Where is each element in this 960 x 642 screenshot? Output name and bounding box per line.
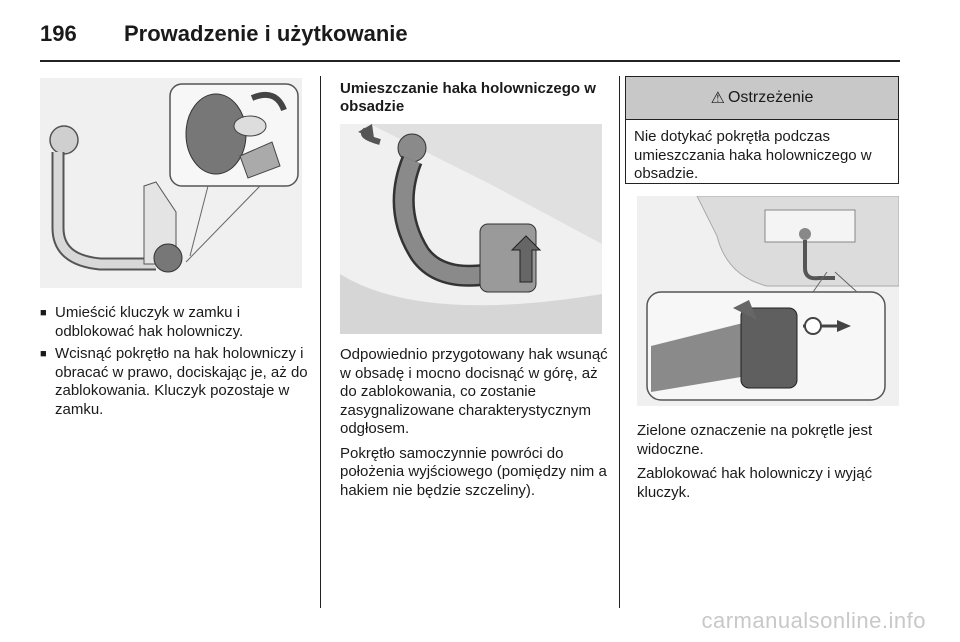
figure-green-mark (637, 196, 899, 406)
warning-text: Nie dotykać pokrętła podczas umieszczania haka holowniczego w obsadzie. (634, 128, 872, 182)
figure-hook-unlock (40, 78, 302, 288)
page-number: 196 (40, 21, 77, 46)
header-rule (40, 60, 900, 62)
paragraph: Pokrętło samoczynnie powróci do położenia wyjściowego (pomiędzy nim a hakiem nie będzie szczeliny). (340, 444, 607, 499)
warning-header (626, 77, 898, 120)
bullet-square-icon: ■ (40, 348, 47, 360)
list-item: ■ Umieścić kluczyk w zamku i odblokować hak holowniczy. (40, 304, 244, 340)
column1-text (40, 304, 312, 423)
paragraph: Odpowiednio przygotowany hak wsunąć w obsadę i mocno docisnąć w górę, aż do zablokowania, co zostanie zasygnalizowane charakterystycznym odgłosem. (340, 346, 608, 437)
tow-hook-insert-illustration (340, 124, 602, 334)
page-header (40, 14, 408, 54)
paragraph: Zielone oznaczenie na pokrętle jest widoczne. (637, 422, 873, 458)
column-divider-1 (320, 76, 321, 608)
bullet-square-icon: ■ (40, 307, 47, 319)
tow-hook-green-mark-illustration (637, 196, 899, 406)
chapter-title: Prowadzenie i użytkowanie (124, 21, 408, 46)
column-divider-2 (619, 76, 620, 608)
warning-title: Ostrzeżenie (727, 89, 814, 106)
figure-hook-insert (340, 124, 602, 334)
column2-text (340, 346, 610, 506)
tow-hook-key-unlock-illustration (40, 78, 302, 288)
paragraph: Zablokować hak holowniczy i wyjąć kluczyk. (637, 465, 873, 501)
warning-box (625, 76, 899, 184)
column3-text (637, 422, 907, 508)
warning-icon: ⚠ (710, 90, 725, 107)
list-item: ■ Wcisnąć pokrętło na hak holowniczy i obracać w prawo, dociskając je, aż do zablokowania. Kluczyk pozostaje w zamku. (40, 345, 308, 418)
section-heading: Umieszczanie haka holowniczego w obsadzie (340, 80, 596, 115)
watermark: carmanualsonline.info (701, 608, 926, 633)
